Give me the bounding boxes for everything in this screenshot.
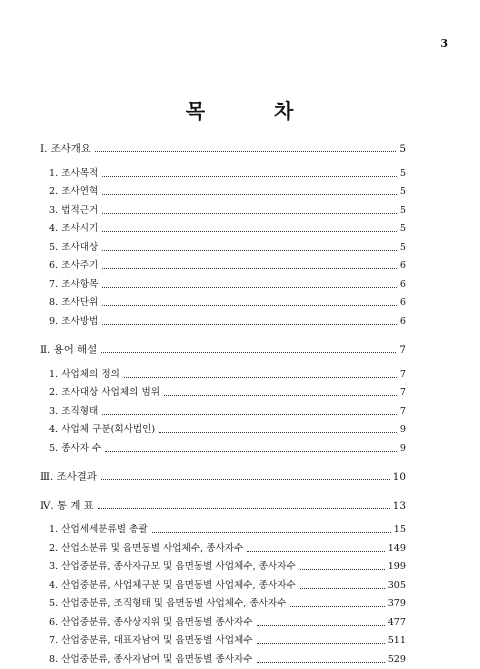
toc-section-page: 5 — [396, 140, 406, 159]
toc-entry-page: 149 — [385, 540, 406, 559]
toc-entry[interactable] — [40, 403, 406, 422]
toc-entry[interactable] — [40, 220, 406, 239]
dot-leader — [102, 230, 397, 232]
toc-entry-page: 5 — [397, 220, 406, 239]
page-title: 목 차 — [0, 95, 480, 124]
toc-entry-label: 3. 산업중분류, 종사자규모 및 읍면동별 사업체수, 종사자수 — [40, 558, 300, 577]
toc-entry-page: 511 — [385, 632, 406, 651]
toc-entry-page: 477 — [385, 614, 406, 633]
toc-entry[interactable] — [40, 558, 406, 577]
toc-entry-label: 4. 조사시기 — [40, 220, 102, 239]
dot-leader — [102, 304, 397, 306]
dot-leader — [247, 550, 384, 552]
toc-section[interactable] — [40, 341, 406, 360]
dot-leader — [257, 661, 385, 663]
dot-leader — [102, 286, 397, 288]
dot-leader — [290, 605, 384, 607]
toc-entry[interactable] — [40, 421, 406, 440]
toc-entry-label: 8. 산업중분류, 종사자남여 및 읍면동별 종사자수 — [40, 651, 257, 669]
toc-entry-page: 6 — [397, 294, 406, 313]
toc-entry[interactable] — [40, 202, 406, 221]
page-number: 3 — [440, 37, 448, 50]
toc-entry-label: 7. 조사항목 — [40, 276, 102, 295]
toc-entry-label: 2. 조사연혁 — [40, 183, 102, 202]
toc-section[interactable] — [40, 140, 406, 159]
toc-entry-label: 9. 조사방법 — [40, 313, 102, 332]
toc-entry[interactable] — [40, 384, 406, 403]
dot-leader — [300, 587, 385, 589]
dot-leader — [102, 212, 397, 214]
toc-entry-label: 6. 조사주기 — [40, 257, 102, 276]
toc-entry[interactable] — [40, 577, 406, 596]
dot-leader — [102, 413, 397, 415]
toc-entry[interactable] — [40, 239, 406, 258]
toc-section-page: 13 — [390, 497, 406, 516]
dot-leader — [105, 450, 397, 452]
toc-section-page: 7 — [396, 341, 406, 360]
toc-entry-page: 9 — [397, 440, 406, 459]
toc-entry-page: 529 — [385, 651, 406, 669]
toc-entry[interactable] — [40, 540, 406, 559]
dot-leader — [164, 394, 397, 396]
toc-entry[interactable] — [40, 165, 406, 184]
dot-leader — [257, 642, 385, 644]
toc-entry-page: 7 — [397, 403, 406, 422]
toc-entry-label: 1. 사업체의 정의 — [40, 366, 124, 385]
toc-entry-label: 5. 산업중분류, 조직형태 및 읍면동별 사업체수, 종사자수 — [40, 595, 290, 614]
dot-leader — [102, 193, 397, 195]
toc-entry-page: 9 — [397, 421, 406, 440]
dot-leader — [152, 531, 391, 533]
dot-leader — [257, 624, 385, 626]
toc-section-label: Ⅰ. 조사개요 — [40, 140, 95, 159]
toc-entry[interactable] — [40, 440, 406, 459]
toc-entry-label: 1. 조사목적 — [40, 165, 102, 184]
toc-entry-page: 5 — [397, 183, 406, 202]
toc-entry-label: 5. 조사대상 — [40, 239, 102, 258]
toc-entry-label: 3. 법적근거 — [40, 202, 102, 221]
toc-entry-label: 8. 조사단위 — [40, 294, 102, 313]
dot-leader — [102, 249, 397, 251]
toc-entry-page: 7 — [397, 366, 406, 385]
toc-entry-label: 5. 종사자 수 — [40, 440, 105, 459]
toc-entry-label: 2. 산업소분류 및 읍면동별 사업체수, 종사자수 — [40, 540, 247, 559]
toc-section-label: Ⅱ. 용어 해설 — [40, 341, 101, 360]
toc-entry[interactable] — [40, 632, 406, 651]
toc-entry[interactable] — [40, 595, 406, 614]
dot-leader — [101, 478, 390, 480]
toc-entry-page: 305 — [385, 577, 406, 596]
toc-entry-label: 3. 조직형태 — [40, 403, 102, 422]
toc-entry[interactable] — [40, 294, 406, 313]
dot-leader — [159, 431, 397, 433]
toc-section-page: 10 — [390, 468, 406, 487]
toc-section[interactable] — [40, 497, 406, 516]
toc-entry[interactable] — [40, 651, 406, 669]
toc-section-label: Ⅲ. 조사결과 — [40, 468, 101, 487]
dot-leader — [102, 267, 397, 269]
toc-entry-label: 7. 산업중분류, 대표자남여 및 읍면동별 사업체수 — [40, 632, 257, 651]
toc-entry-page: 5 — [397, 239, 406, 258]
toc-entry-page: 15 — [391, 521, 406, 540]
toc-entry[interactable] — [40, 521, 406, 540]
toc-section[interactable] — [40, 468, 406, 487]
dot-leader — [102, 175, 397, 177]
dot-leader — [300, 568, 385, 570]
toc-section-label: Ⅳ. 통 계 표 — [40, 497, 98, 516]
toc-entry-page: 5 — [397, 165, 406, 184]
toc-entry-label: 4. 산업중분류, 사업체구분 및 읍면동별 사업체수, 종사자수 — [40, 577, 300, 596]
toc-entry-label: 6. 산업중분류, 종사상지위 및 읍면동별 종사자수 — [40, 614, 257, 633]
toc-entry-page: 6 — [397, 257, 406, 276]
toc-entry-label: 2. 조사대상 사업체의 범위 — [40, 384, 164, 403]
dot-leader — [124, 376, 397, 378]
toc-entry-page: 5 — [397, 202, 406, 221]
dot-leader — [95, 150, 397, 152]
toc-entry[interactable] — [40, 183, 406, 202]
toc-entry[interactable] — [40, 366, 406, 385]
dot-leader — [102, 323, 397, 325]
toc-entry[interactable] — [40, 614, 406, 633]
dot-leader — [101, 351, 396, 353]
toc-entry-label: 4. 사업체 구분(회사법인) — [40, 421, 159, 440]
toc-entry[interactable] — [40, 276, 406, 295]
table-of-contents — [40, 140, 406, 669]
dot-leader — [98, 507, 390, 509]
toc-entry-page: 7 — [397, 384, 406, 403]
toc-entry-page: 6 — [397, 276, 406, 295]
toc-entry[interactable] — [40, 313, 406, 332]
toc-entry-page: 379 — [385, 595, 406, 614]
toc-entry-page: 199 — [385, 558, 406, 577]
toc-entry[interactable] — [40, 257, 406, 276]
toc-entry-label: 1. 산업세세분류별 총괄 — [40, 521, 152, 540]
toc-entry-page: 6 — [397, 313, 406, 332]
